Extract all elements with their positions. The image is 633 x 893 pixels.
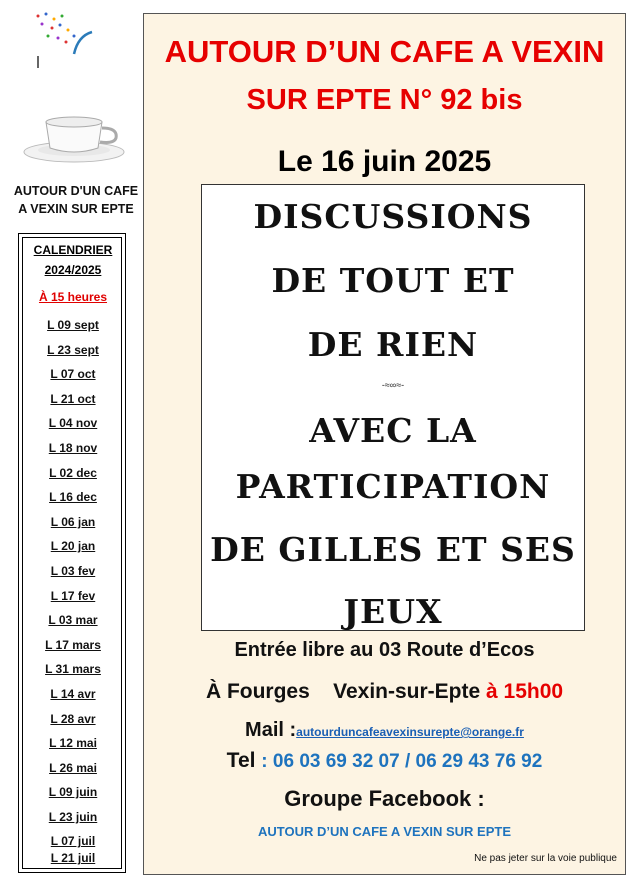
calendar-date: L 07 juil (50, 834, 96, 849)
calendar-date: L 03 mar (48, 613, 98, 628)
mail-line (144, 719, 625, 742)
entry-address: Entrée libre au 03 Route d’Ecos (234, 639, 535, 661)
mail-link[interactable]: autourduncafeavexinsurepte@orange.fr (296, 725, 524, 739)
calendar-date: L 26 mai (49, 760, 97, 775)
calendar-title-line1: CALENDRIER (33, 243, 113, 257)
topic-line6: DE GILLES ET SES (210, 530, 576, 569)
calendar-date: L 09 juin (48, 785, 98, 800)
headline-line2: SUR EPTE N° 92 bis (246, 84, 523, 116)
calendar-date: L 09 sept (47, 318, 99, 332)
calendar-date: L 14 avr (50, 686, 96, 701)
poster-main (143, 13, 626, 875)
calendar-box (18, 233, 126, 873)
calendar-date: L 12 mai (49, 736, 97, 751)
calendar-date: L 31 mars (45, 662, 101, 677)
topic-line7: JEUX (343, 592, 443, 631)
tel-label: Tel (226, 749, 262, 772)
topic-line5: PARTICIPATION (235, 467, 551, 506)
calendar-date: L 21 oct (50, 391, 96, 406)
side-title-line1: AUTOUR D'UN CAFE (13, 184, 139, 198)
calendar-date: L 17 fev (50, 588, 96, 603)
calendar-title (19, 240, 127, 280)
calendar-title-line2: 2024/2025 (44, 263, 102, 277)
logo-icon (30, 10, 100, 70)
calendar-date: L 03 fev (50, 563, 96, 578)
topic-line1: DISCUSSIONS (253, 197, 533, 236)
place-line (144, 680, 625, 704)
calendar-date: L 17 mars (45, 637, 101, 652)
headline-line1: AUTOUR D’UN CAFE A VEXIN (164, 34, 605, 69)
calendar-date: L 23 sept (47, 342, 99, 357)
calendar-date: L 28 avr (50, 711, 96, 726)
topic-line3: DE RIEN (307, 325, 479, 364)
calendar-date: L 06 jan (50, 514, 96, 529)
calendar-dates (19, 316, 127, 866)
event-date: Le 16 juin 2025 (277, 145, 492, 178)
tel-line (144, 749, 625, 773)
footnote: Ne pas jeter sur la voie publique (474, 853, 617, 864)
calendar-date: L 18 nov (48, 440, 98, 455)
topic-line2: DE TOUT ET (271, 261, 515, 300)
calendar-date: L 07 oct (50, 367, 96, 382)
calendar-time: À 15 heures (38, 290, 108, 304)
side-title (6, 182, 146, 218)
calendar-date: L 04 nov (48, 416, 98, 431)
calendar-date: L 16 dec (49, 490, 97, 505)
ornament-divider: -≈∞≈- (381, 380, 405, 390)
side-title-line2: A VEXIN SUR EPTE (18, 202, 134, 216)
topic-panel (201, 184, 585, 631)
coffee-cup-icon (22, 110, 132, 170)
facebook-label: Groupe Facebook : (284, 786, 485, 811)
tel-numbers: : 06 03 69 32 07 / 06 29 43 76 92 (261, 751, 543, 772)
topic-line4: AVEC LA (309, 411, 477, 450)
mail-label: Mail : (245, 719, 297, 741)
place-text: À Fourges Vexin-sur-Epte (205, 680, 486, 703)
facebook-group-name: AUTOUR D’UN CAFE A VEXIN SUR EPTE (257, 824, 512, 839)
calendar-date: L 02 dec (49, 465, 97, 480)
calendar-date: L 21 juil (50, 851, 96, 866)
place-time: à 15h00 (486, 680, 564, 703)
calendar-date: L 23 juin (48, 809, 98, 824)
calendar-date: L 20 jan (50, 539, 96, 554)
